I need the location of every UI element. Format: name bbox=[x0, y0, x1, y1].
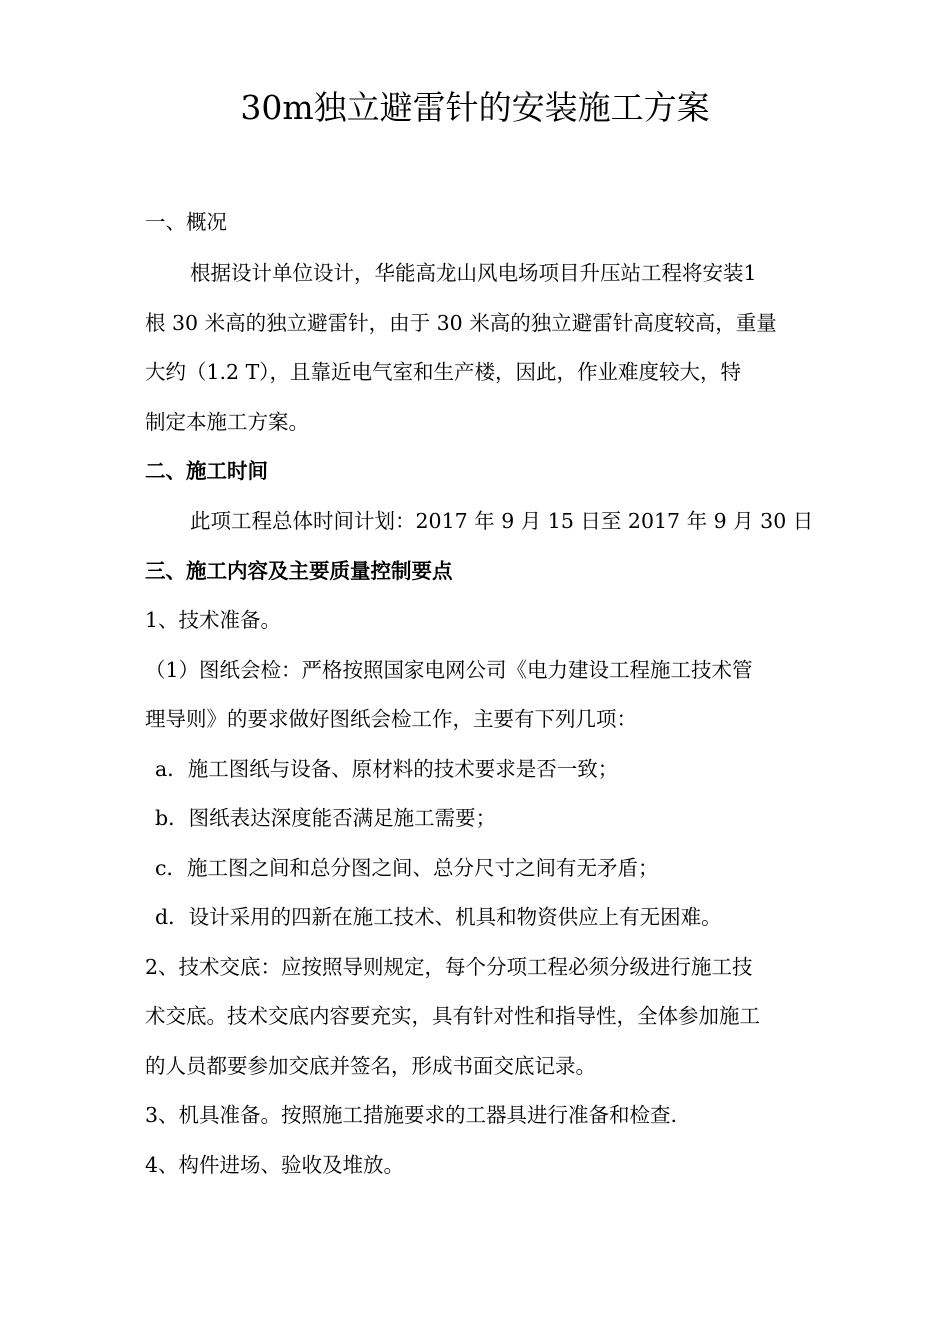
paragraph-line: 的人员都要参加交底并签名，形成书面交底记录。 bbox=[145, 1054, 596, 1078]
section-heading-overview: 一、概况 bbox=[145, 210, 227, 234]
paragraph-line: 大约（1.2 T），且靠近电气室和生产楼，因此，作业难度较大，特 bbox=[145, 360, 742, 384]
sub-list-item: b．图纸表达深度能否满足施工需要； bbox=[155, 806, 497, 830]
sub-list-item: d．设计采用的四新在施工技术、机具和物资供应上有无困难。 bbox=[155, 905, 722, 929]
section-heading-time: 二、施工时间 bbox=[145, 459, 268, 483]
list-item: 1、技术准备。 bbox=[145, 608, 282, 632]
paragraph-line: 根 30 米高的独立避雷针，由于 30 米高的独立避雷针高度较高，重量 bbox=[145, 311, 777, 335]
paragraph-line: 此项工程总体时间计划：2017 年 9 月 15 日至 2017 年 9 月 30 日 bbox=[190, 509, 814, 533]
document-title: 30m独立避雷针的安装施工方案 bbox=[240, 88, 710, 127]
paragraph-line: （1）图纸会检：严格按照国家电网公司《电力建设工程施工技术管 bbox=[145, 658, 753, 682]
paragraph-line: 术交底。技术交底内容要充实，具有针对性和指导性，全体参加施工 bbox=[145, 1004, 760, 1028]
paragraph-line: 根据设计单位设计，华能高龙山风电场项目升压站工程将安装1 bbox=[190, 261, 757, 285]
paragraph-line: 理导则》的要求做好图纸会检工作，主要有下列几项： bbox=[145, 707, 637, 731]
list-item: 4、构件进场、验收及堆放。 bbox=[145, 1153, 405, 1177]
sub-list-item: a．施工图纸与设备、原材料的技术要求是否一致； bbox=[155, 757, 619, 781]
list-item: 3、机具准备。按照施工措施要求的工器具进行准备和检查. bbox=[145, 1103, 678, 1127]
paragraph-line: 制定本施工方案。 bbox=[145, 410, 309, 434]
sub-list-item: c．施工图之间和总分图之间、总分尺寸之间有无矛盾； bbox=[155, 856, 659, 880]
paragraph-line: 2、技术交底：应按照导则规定，每个分项工程必须分级进行施工技 bbox=[145, 955, 753, 979]
section-heading-content: 三、施工内容及主要质量控制要点 bbox=[145, 559, 453, 583]
